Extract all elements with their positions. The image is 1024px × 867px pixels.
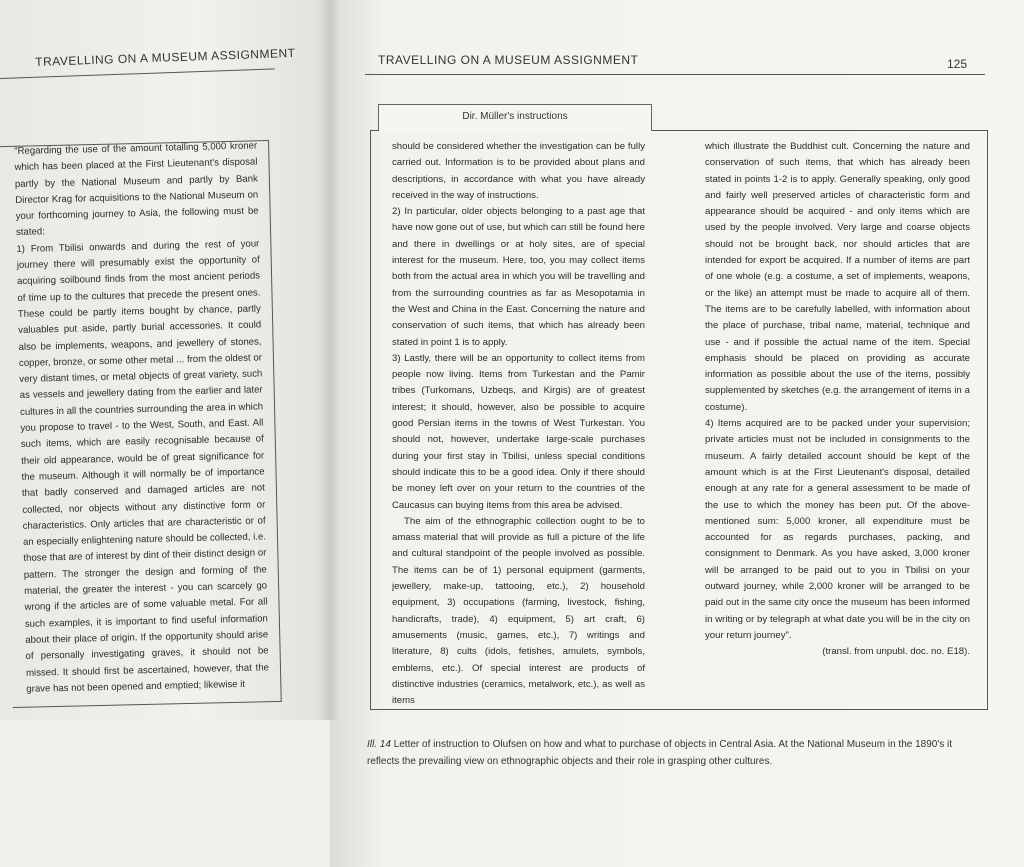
letter-box-title: Dir. Müller's instructions <box>378 104 652 131</box>
right-text-column <box>705 139 970 661</box>
right-paragraph: which illustrate the Buddhist cult. Concerning the nature and conservation of such items, that which has already been stated in points 1-2 is to apply. Generally speaking, only good and fairly well preserved articles of characteristic form and appearance should be acquired - and only items which are used by the people involved. Very large and coarse objects should not be brought back, nor should articles that are intended for export be acquired. If a number of items are part of one whole (e.g. a costume, a set of implements, weapons, or the like) an attempt must be made to acquire all of them. The items are to be carefully labelled, with information about the place of purchase, tribal name, material, technique and use - and if possible the actual name of the item. Special emphasis should be placed on providing as accurate information as possible about the use of the items, possibly supplemented by sketches (e.g. the arrangement of items in a costume). <box>705 141 970 413</box>
caption-text: Letter of instruction to Olufsen on how and what to purchase of objects in Central Asia. At the National Museum in the 1890's it reflects the prevailing view on ethnographic objects and their role in grasping other cultures. <box>367 739 953 767</box>
middle-paragraph: 3) Lastly, there will be an opportunity to collect items from people now living. Items from Turkestan and the Pamir tribes (Turkomans, Uzbeqs, and Kirgis) are of greatest interest; it should, however, also be possible to acquire good Persian items in the towns of West Turkestan. You should not, however, undertake large-scale purchases during your first stay in Tbilisi, unless special conditions should indicate this to be a good idea. Only if there should be money left over on your return to the countries of the Caucasus can buying items from this area be advised. <box>392 352 645 511</box>
source-note: (transl. from unpubl. doc. no. E18). <box>822 646 970 658</box>
page-number: 125 <box>947 57 968 71</box>
book-gutter <box>318 0 340 720</box>
middle-paragraph: The aim of the ethnographic collection ought to be to amass material that will provide as full a picture of the life and cultural standpoint of the people involved as possible. The items can be of 1) personal equipment (garments, jewellery, make-up, tattooing, etc.), 2) household equipment, 3) occupations (farming, livestock, fishing, handicrafts, trade), 4) equipment, 5) art craft, 6) amusements (music, games, etc.), 7) writings and literature, 8) cults (idols, fetishes, amulets, symbols, emblems, etc.). Of special interest are products of distinctive industries (ceramics, metalwork, etc.), as well as items <box>392 515 645 707</box>
left-paragraph: "Regarding the use of the amount totalling 5,000 kroner which has been placed at the First Lieutenant's disposal partly by the National Museum and partly by Bank Director Krag for acquisitions to the National Museum on your forthcoming journey to Asia, the following must be stated: <box>14 140 259 239</box>
caption-label: Ill. 14 <box>367 739 391 750</box>
middle-paragraph: should be considered whether the investigation can be fully carried out. Information is to be provided about plans and descriptions, in accordance with what you have already received in the way of instructions. <box>392 141 645 201</box>
left-text-column <box>14 138 270 697</box>
running-head-right: TRAVELLING ON A MUSEUM ASSIGNMENT <box>378 53 639 67</box>
illustration-caption <box>367 736 987 770</box>
left-paragraph: 1) From Tbilisi onwards and during the rest of your journey there will presumably exist the opportunity of acquiring soilbound finds from the most ancient periods of time up to the cultures that precede the present ones. These could be partly items bought by chance, partly valuables put aside, partly burial accessories. It could also be implements, weapons, and jewellery of stones, copper, bronze, or some other metal ... from the oldest or very distant times, or metal objects of great variety, such as vessels and jewellery dating from the earlier and later cultures in all the countries surrounding the area in which you propose to travel - to the West, South, and East. All such items, which are easily recognisable because of their old appearance, would be of great significance for the museum. Although it will normally be of importance that badly conserved and damaged articles are not collected, nor objects without any distinctive form or characteristics. Only articles that are characteristic or of an especially enlightening nature should be collected, i.e. those that are of interest by dint of their distinct design or pattern. The stronger the design and forming of the material, the greater the interest - you can scarcely go wrong if the articles are of some valuable metal. For all such examples, it is important to find useful information about their place of origin. If the opportunity should arise of personally investigating graves, it should not be missed. It should first be ascertained, however, that the grave has not been opened and emptied; likewise it <box>16 238 270 695</box>
middle-text-column <box>392 139 645 709</box>
running-head-left: TRAVELLING ON A MUSEUM ASSIGNMENT <box>35 45 296 69</box>
right-paragraph: 4) Items acquired are to be packed under your supervision; private articles must not be included in consignments to the museum. A fairly detailed account should be kept of the amount which is at the First Lieutenant's disposal, detailed enough at any rate for a general assessment to be made of the use to which the money has been put. Of the above-mentioned sum: 5,000 kroner, all expenditure must be accounted for as regards purchases, packing, and consignment to Denmark. As you have asked, 3,000 kroner will be arranged to be paid out to you in Tbilisi on your outward journey, while 2,000 kroner will be arranged to be paid out in the same city once the museum has been informed in writing or by telegraph at what date you will be in the city on your return journey". <box>705 418 970 641</box>
middle-paragraph: 2) In particular, older objects belonging to a past age that have now gone out of use, but which can still be found here and there in dwellings or at holy sites, are of special interest for the museum. Here, too, you may collect items both from the actual area in which you will be travelling and from the surrounding countries as far as Mesopotamia in the West and China in the East. Concerning the nature and conservation of such items, that which has already been stated in point 1 is to apply. <box>392 206 645 348</box>
header-rule-right <box>365 74 985 75</box>
